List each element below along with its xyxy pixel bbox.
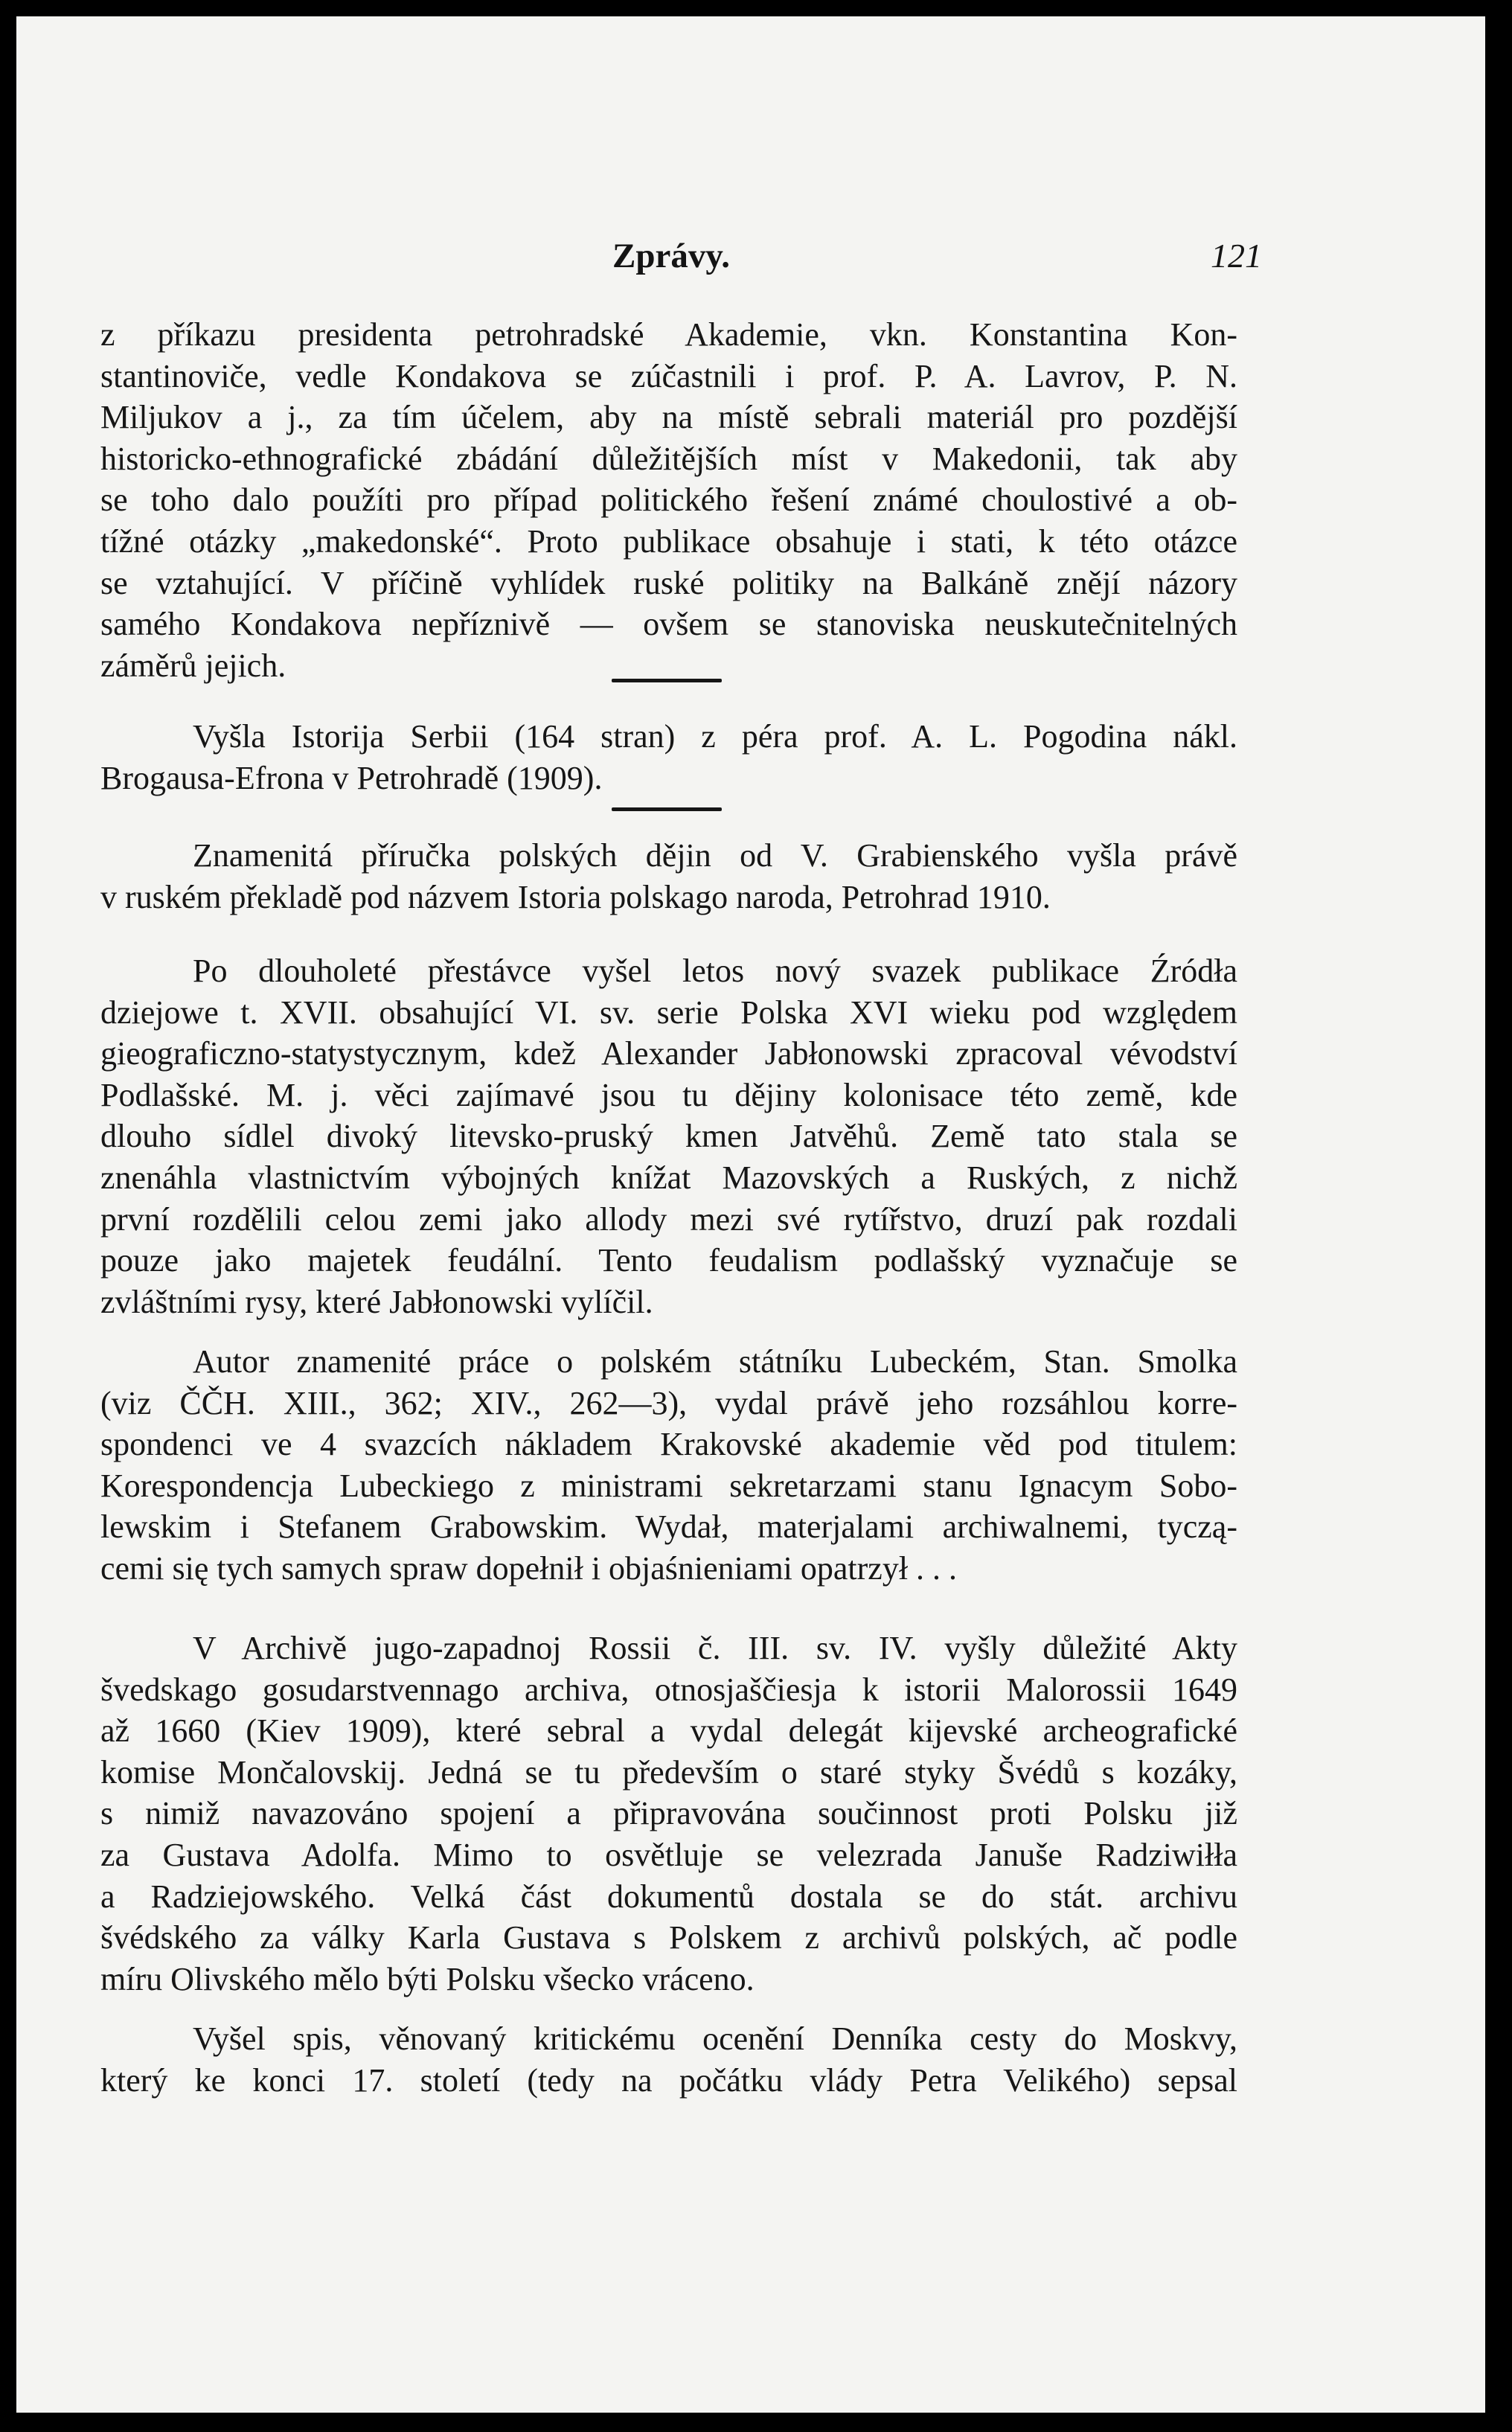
section-separator xyxy=(612,807,722,811)
text-line: lewskim i Stefanem Grabowskim. Wydał, materjalami archiwalnemi, tyczą- xyxy=(100,1508,1237,1546)
paragraph-zrodla-dziejowe xyxy=(100,950,1237,1322)
text-line: až 1660 (Kiev 1909), které sebral a vydal delegát kijevské archeografické xyxy=(100,1712,1237,1750)
text-line: znenáhla vlastnictvím výbojných knížat Mazovských a Ruských, z nichž xyxy=(100,1159,1237,1196)
paragraph-kondakov-expedition xyxy=(100,314,1237,686)
running-title: Zprávy. xyxy=(612,237,730,275)
text-line: spondenci ve 4 svazcích nákladem Krakovské akademie věd pod titulem: xyxy=(100,1426,1237,1463)
text-line: historicko-ethnografické zbádání důležitějších míst v Makedonii, tak aby xyxy=(100,440,1237,477)
text-line: švedskago gosudarstvennago archiva, otnosjaščiesja k istorii Malorossii 1649 xyxy=(100,1671,1237,1708)
text-line: tížné otázky „makedonské“. Proto publikace obsahuje i stati, k této otázce xyxy=(100,522,1237,560)
text-line: švédského za války Karla Gustava s Polskem z archivů polských, ač podle xyxy=(100,1919,1237,1956)
text-line: dziejowe t. XVII. obsahující VI. sv. serie Polska XVI wieku pod względem xyxy=(100,993,1237,1031)
text-line: se vztahující. V příčině vyhlídek ruské politiky na Balkáně znějí názory xyxy=(100,564,1237,601)
text-line: stantinoviče, vedle Kondakova se zúčastnili i prof. P. A. Lavrov, P. N. xyxy=(100,357,1237,394)
text-line: Znamenitá příručka polských dějin od V. Grabienského vyšla právě xyxy=(193,837,1237,874)
text-line: první rozdělili celou zemi jako allody mezi své rytířstvo, druzí pak rozdali xyxy=(100,1200,1237,1238)
text-line: z příkazu presidenta petrohradské Akademie, vkn. Konstantina Kon- xyxy=(100,316,1237,353)
text-line: a Radziejowského. Velká část dokumentů dostala se do stát. archivu xyxy=(100,1878,1237,1915)
text-line: s nimiž navazováno spojení a připravována součinnost proti Polsku již xyxy=(100,1795,1237,1832)
page-number: 121 xyxy=(1211,237,1262,275)
text-line: komise Mončalovskij. Jedná se tu především o staré styky Švédů s kozáky, xyxy=(100,1753,1237,1791)
text-line: samého Kondakova nepříznivě — ovšem se stanoviska neuskutečnitelných xyxy=(100,606,1237,643)
text-line: který ke konci 17. století (tedy na počátku vlády Petra Velikého) sepsal xyxy=(100,2061,1237,2099)
text-line: cemi się tych samych spraw dopełnił i objaśnieniami opatrzył . . . xyxy=(100,1549,958,1587)
text-line: míru Olivského mělo býti Polsku všecko vráceno. xyxy=(100,1960,755,1997)
text-line: za Gustava Adolfa. Mimo to osvětluje se velezrada Januše Radziwiłła xyxy=(100,1836,1237,1873)
text-line: Podlašské. M. j. věci zajímavé jsou tu dějiny kolonisace této země, kde xyxy=(100,1076,1237,1113)
text-line: Korespondencja Lubeckiego z ministrami sekretarzami stanu Ignacym Sobo- xyxy=(100,1467,1237,1504)
paragraph-grabienski xyxy=(100,835,1237,918)
text-line: Vyšla Istorija Serbii (164 stran) z péra prof. A. L. Pogodina nákl. xyxy=(193,718,1237,755)
paper-sheet xyxy=(16,16,1485,2413)
text-line: gieograficzno-statystycznym, kdež Alexander Jabłonowski zpracoval vévodství xyxy=(100,1035,1237,1072)
paragraph-istorija-serbii xyxy=(100,716,1237,799)
text-line: se toho dalo použíti pro případ politického řešení známé choulostivé a ob- xyxy=(100,481,1237,519)
section-separator xyxy=(612,679,722,682)
text-line: záměrů jejich. xyxy=(100,647,286,684)
text-line: Po dlouholeté přestávce vyšel letos nový svazek publikace Źródła xyxy=(193,953,1237,989)
text-line: Miljukov a j., za tím účelem, aby na místě sebrali materiál pro pozdější xyxy=(100,399,1237,436)
paragraph-dennik-cesty xyxy=(100,2018,1237,2101)
paragraph-smolka-lubecki xyxy=(100,1341,1237,1590)
text-line: V Archivě jugo-zapadnoj Rossii č. III. sv. IV. vyšly důležité Akty xyxy=(193,1630,1237,1666)
text-line: pouze jako majetek feudální. Tento feudalism podlašský vyznačuje se xyxy=(100,1242,1237,1279)
text-line: v ruském překladě pod názvem Istoria polskago naroda, Petrohrad 1910. xyxy=(100,878,1051,915)
text-line: Autor znamenité práce o polském státníku Lubeckém, Stan. Smolka xyxy=(193,1343,1237,1380)
text-line: Vyšel spis, věnovaný kritickému ocenění Denníka cesty do Moskvy, xyxy=(193,2020,1237,2057)
text-line: dlouho sídlel divoký litevsko-pruský kmen Jatvěhů. Země tato stala se xyxy=(100,1118,1237,1155)
text-line: zvláštními rysy, které Jabłonowski vylíčil. xyxy=(100,1283,653,1320)
paragraph-archiv-jugo-zapadnoj xyxy=(100,1628,1237,2000)
text-line: Brogausa-Efrona v Petrohradě (1909). xyxy=(100,759,603,796)
text-line: (viz ČČH. XIII., 362; XIV., 262—3), vydal právě jeho rozsáhlou korre- xyxy=(100,1384,1237,1421)
